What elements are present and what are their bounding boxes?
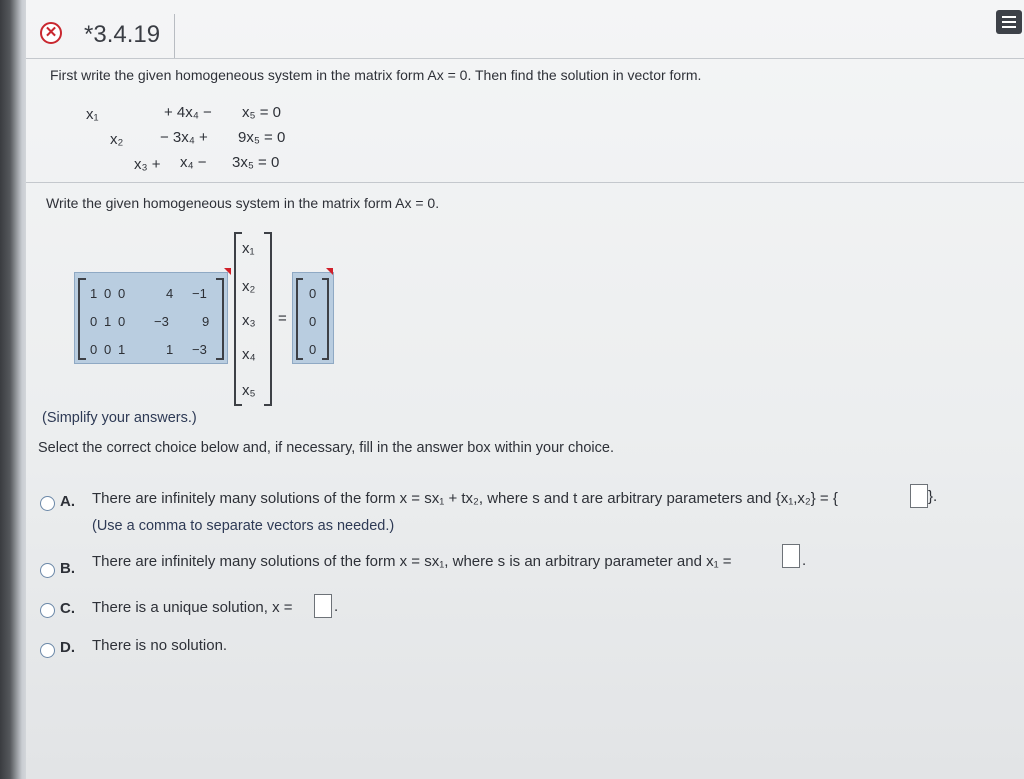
a23: 0 xyxy=(118,314,126,329)
incorrect-marker xyxy=(224,268,231,275)
eq1-x4: + 4x₄ − xyxy=(164,104,212,121)
header-divider xyxy=(26,58,1024,59)
matrix-a-right-bracket xyxy=(216,278,224,360)
a22: 1 xyxy=(104,314,112,329)
choice-d-letter: D. xyxy=(60,639,75,656)
a13: 0 xyxy=(118,286,126,301)
eq3-x4: x₄ − xyxy=(180,154,207,171)
choice-c-letter: C. xyxy=(60,600,75,617)
zero-vector-right-bracket xyxy=(322,278,329,360)
matrix-prompt: Write the given homogeneous system in the matrix form Ax = 0. xyxy=(46,195,440,211)
choice-d-text: There is no solution. xyxy=(92,637,228,654)
choice-b-end: . xyxy=(802,552,807,569)
a32: 0 xyxy=(104,342,112,357)
eq2-x4: − 3x₄ + xyxy=(160,129,208,146)
choice-b-radio[interactable] xyxy=(40,563,55,578)
vec-x3: x₃ xyxy=(242,312,256,329)
simplify-note: (Simplify your answers.) xyxy=(42,410,197,426)
vec-x5: x₅ xyxy=(242,382,256,399)
menu-icon[interactable] xyxy=(996,10,1022,34)
choice-a-radio[interactable] xyxy=(40,496,55,511)
incorrect-icon: ✕ xyxy=(40,22,62,44)
a24: −3 xyxy=(154,314,169,329)
eq1-x5: x₅ = 0 xyxy=(242,104,281,121)
a15: −1 xyxy=(192,286,207,301)
choice-d-radio[interactable] xyxy=(40,643,55,658)
incorrect-marker-zero xyxy=(326,268,333,275)
choice-c-answer-box[interactable] xyxy=(314,594,332,618)
vec-x1: x₁ xyxy=(242,240,255,257)
screen xyxy=(26,0,1024,779)
a14: 4 xyxy=(166,286,174,301)
vector-x-left-bracket xyxy=(234,232,242,406)
a25: 9 xyxy=(202,314,210,329)
zero-3: 0 xyxy=(309,342,317,357)
vec-x2: x₂ xyxy=(242,278,256,295)
choice-b-answer-box[interactable] xyxy=(782,544,800,568)
vector-x-right-bracket xyxy=(264,232,272,406)
zero-2: 0 xyxy=(309,314,317,329)
a21: 0 xyxy=(90,314,98,329)
eq3-x5: 3x₅ = 0 xyxy=(232,154,280,171)
choice-a-answer-box[interactable] xyxy=(910,484,928,508)
choice-b-text: There are infinitely many solutions of the form x = sx₁, where s is an arbitrary parameter and x₁ = xyxy=(92,553,732,570)
choice-a-end: }. xyxy=(928,488,938,505)
choice-b-letter: B. xyxy=(60,560,75,577)
vec-x4: x₄ xyxy=(242,346,256,363)
choice-a-text: There are infinitely many solutions of the form x = sx₁ + tx₂, where s and t are arbitrary parameters and {x₁,x₂} = { xyxy=(92,490,838,507)
choice-c-radio[interactable] xyxy=(40,603,55,618)
eq2-x2: x₂ xyxy=(110,131,124,148)
a12: 0 xyxy=(104,286,112,301)
eq3-x3: x₃ + xyxy=(134,156,161,173)
a34: 1 xyxy=(166,342,174,357)
eq2-x5: 9x₅ = 0 xyxy=(238,129,286,146)
a33: 1 xyxy=(118,342,126,357)
eq1-x1: x₁ xyxy=(86,106,99,123)
choice-a-note: (Use a comma to separate vectors as needed.) xyxy=(92,518,395,534)
select-prompt: Select the correct choice below and, if necessary, fill in the answer box within your choice. xyxy=(38,440,614,456)
instructions: First write the given homogeneous system in the matrix form Ax = 0. Then find the solution in vector form. xyxy=(50,67,702,83)
choice-c-text: There is a unique solution, x = xyxy=(92,599,293,616)
matrix-a-left-bracket xyxy=(78,278,86,360)
question-number: *3.4.19 xyxy=(84,21,161,48)
choice-a-letter: A. xyxy=(60,493,75,510)
zero-1: 0 xyxy=(309,286,317,301)
section-divider xyxy=(26,182,1024,183)
equals-sign: = xyxy=(278,310,287,327)
choice-c-end: . xyxy=(334,598,339,615)
a31: 0 xyxy=(90,342,98,357)
zero-vector-left-bracket xyxy=(296,278,303,360)
a35: −3 xyxy=(192,342,207,357)
a11: 1 xyxy=(90,286,98,301)
